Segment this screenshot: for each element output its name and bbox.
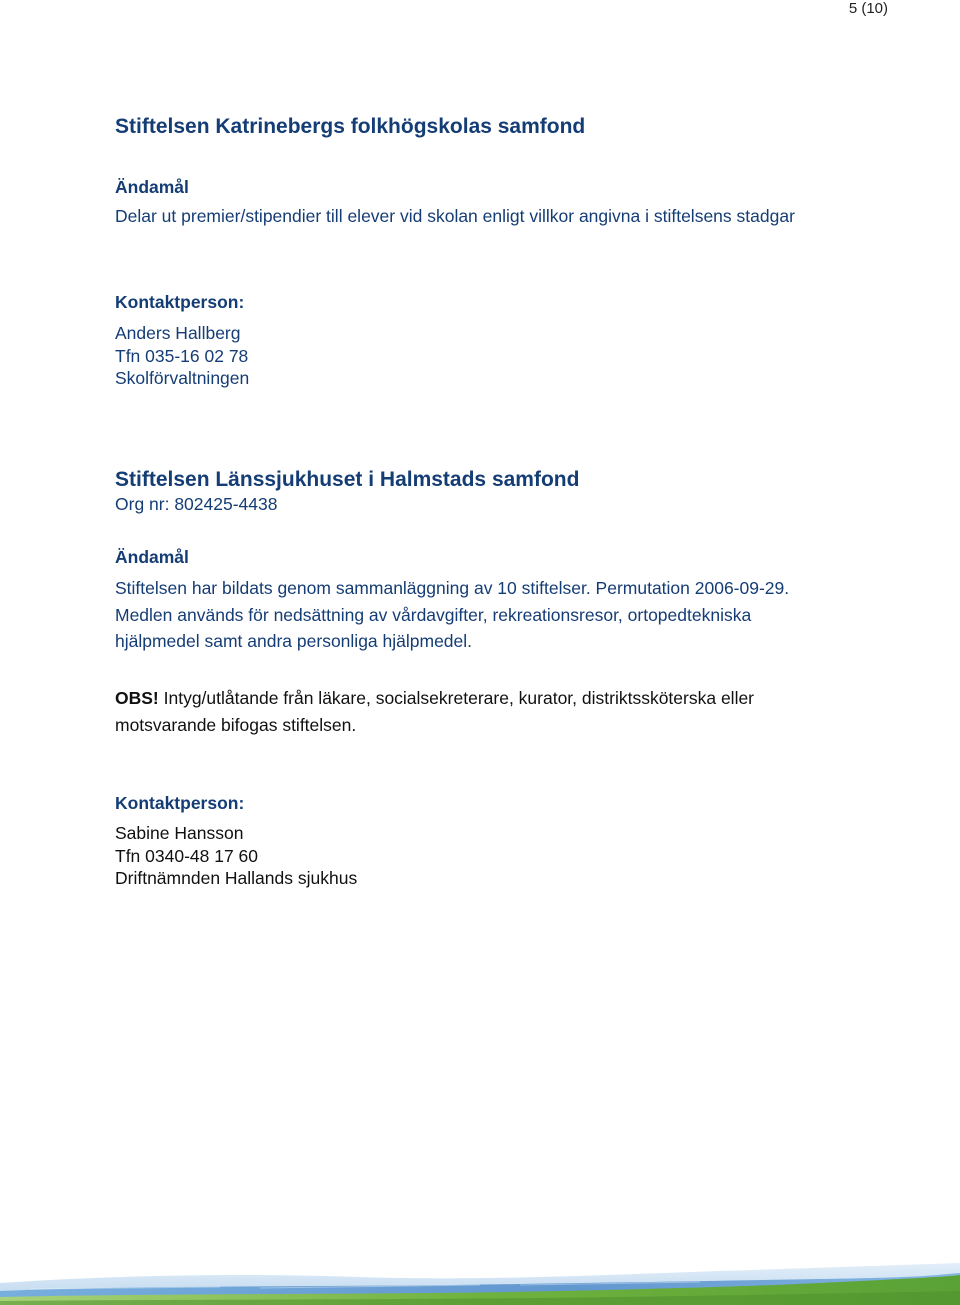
foundation-2-obs-note [115,685,830,738]
foundation-1-contact-heading: Kontaktperson: [115,292,245,312]
foundation-1-contact-phone: Tfn 035-16 02 78 [115,345,249,366]
foundation-1-contact-org: Skolförvaltningen [115,368,250,388]
landscape-decoration-icon [0,1235,960,1305]
foundation-2-contact-heading: Kontaktperson: [115,793,245,813]
foundation-1-purpose-text: Delar ut premier/stipendier till elever vid skolan enligt villkor angivna i stiftelsens stadgar [115,206,795,226]
obs-label: OBS! [115,688,159,708]
foundation-1-title: Stiftelsen Katrinebergs folkhögskolas samfond [115,115,586,138]
foundation-2-title: Stiftelsen Länssjukhuset i Halmstads samfond [115,468,580,491]
foundation-1-purpose-heading: Ändamål [115,177,189,197]
foundation-2-purpose-heading: Ändamål [115,547,189,567]
page-number: 5 (10) [848,0,888,17]
foundation-2-contact-phone: Tfn 0340-48 17 60 [115,845,259,866]
foundation-2-contact-name: Sabine Hansson [115,823,244,843]
foundation-2-org-nr: Org nr: 802425-4438 [115,494,278,514]
foundation-1-contact-info [115,322,835,390]
foundation-1-contact-name: Anders Hallberg [115,323,241,343]
foundation-2-purpose-text: Stiftelsen har bildats genom sammanläggning av 10 stiftelser. Permutation 2006-09-29. Medlen används för nedsättning av vårdavgifter, rekreationsresor, ortopedtekniska hjälpmedel samt andra personliga hjälpmedel. [115,578,790,651]
obs-text: Intyg/utlåtande från läkare, socialsekreterare, kurator, distriktssköterska eller motsvarande bifogas stiftelsen. [115,688,755,735]
foundation-2-contact-org: Driftnämnden Hallands sjukhus [115,868,358,888]
foundation-2-contact-info [115,822,835,890]
